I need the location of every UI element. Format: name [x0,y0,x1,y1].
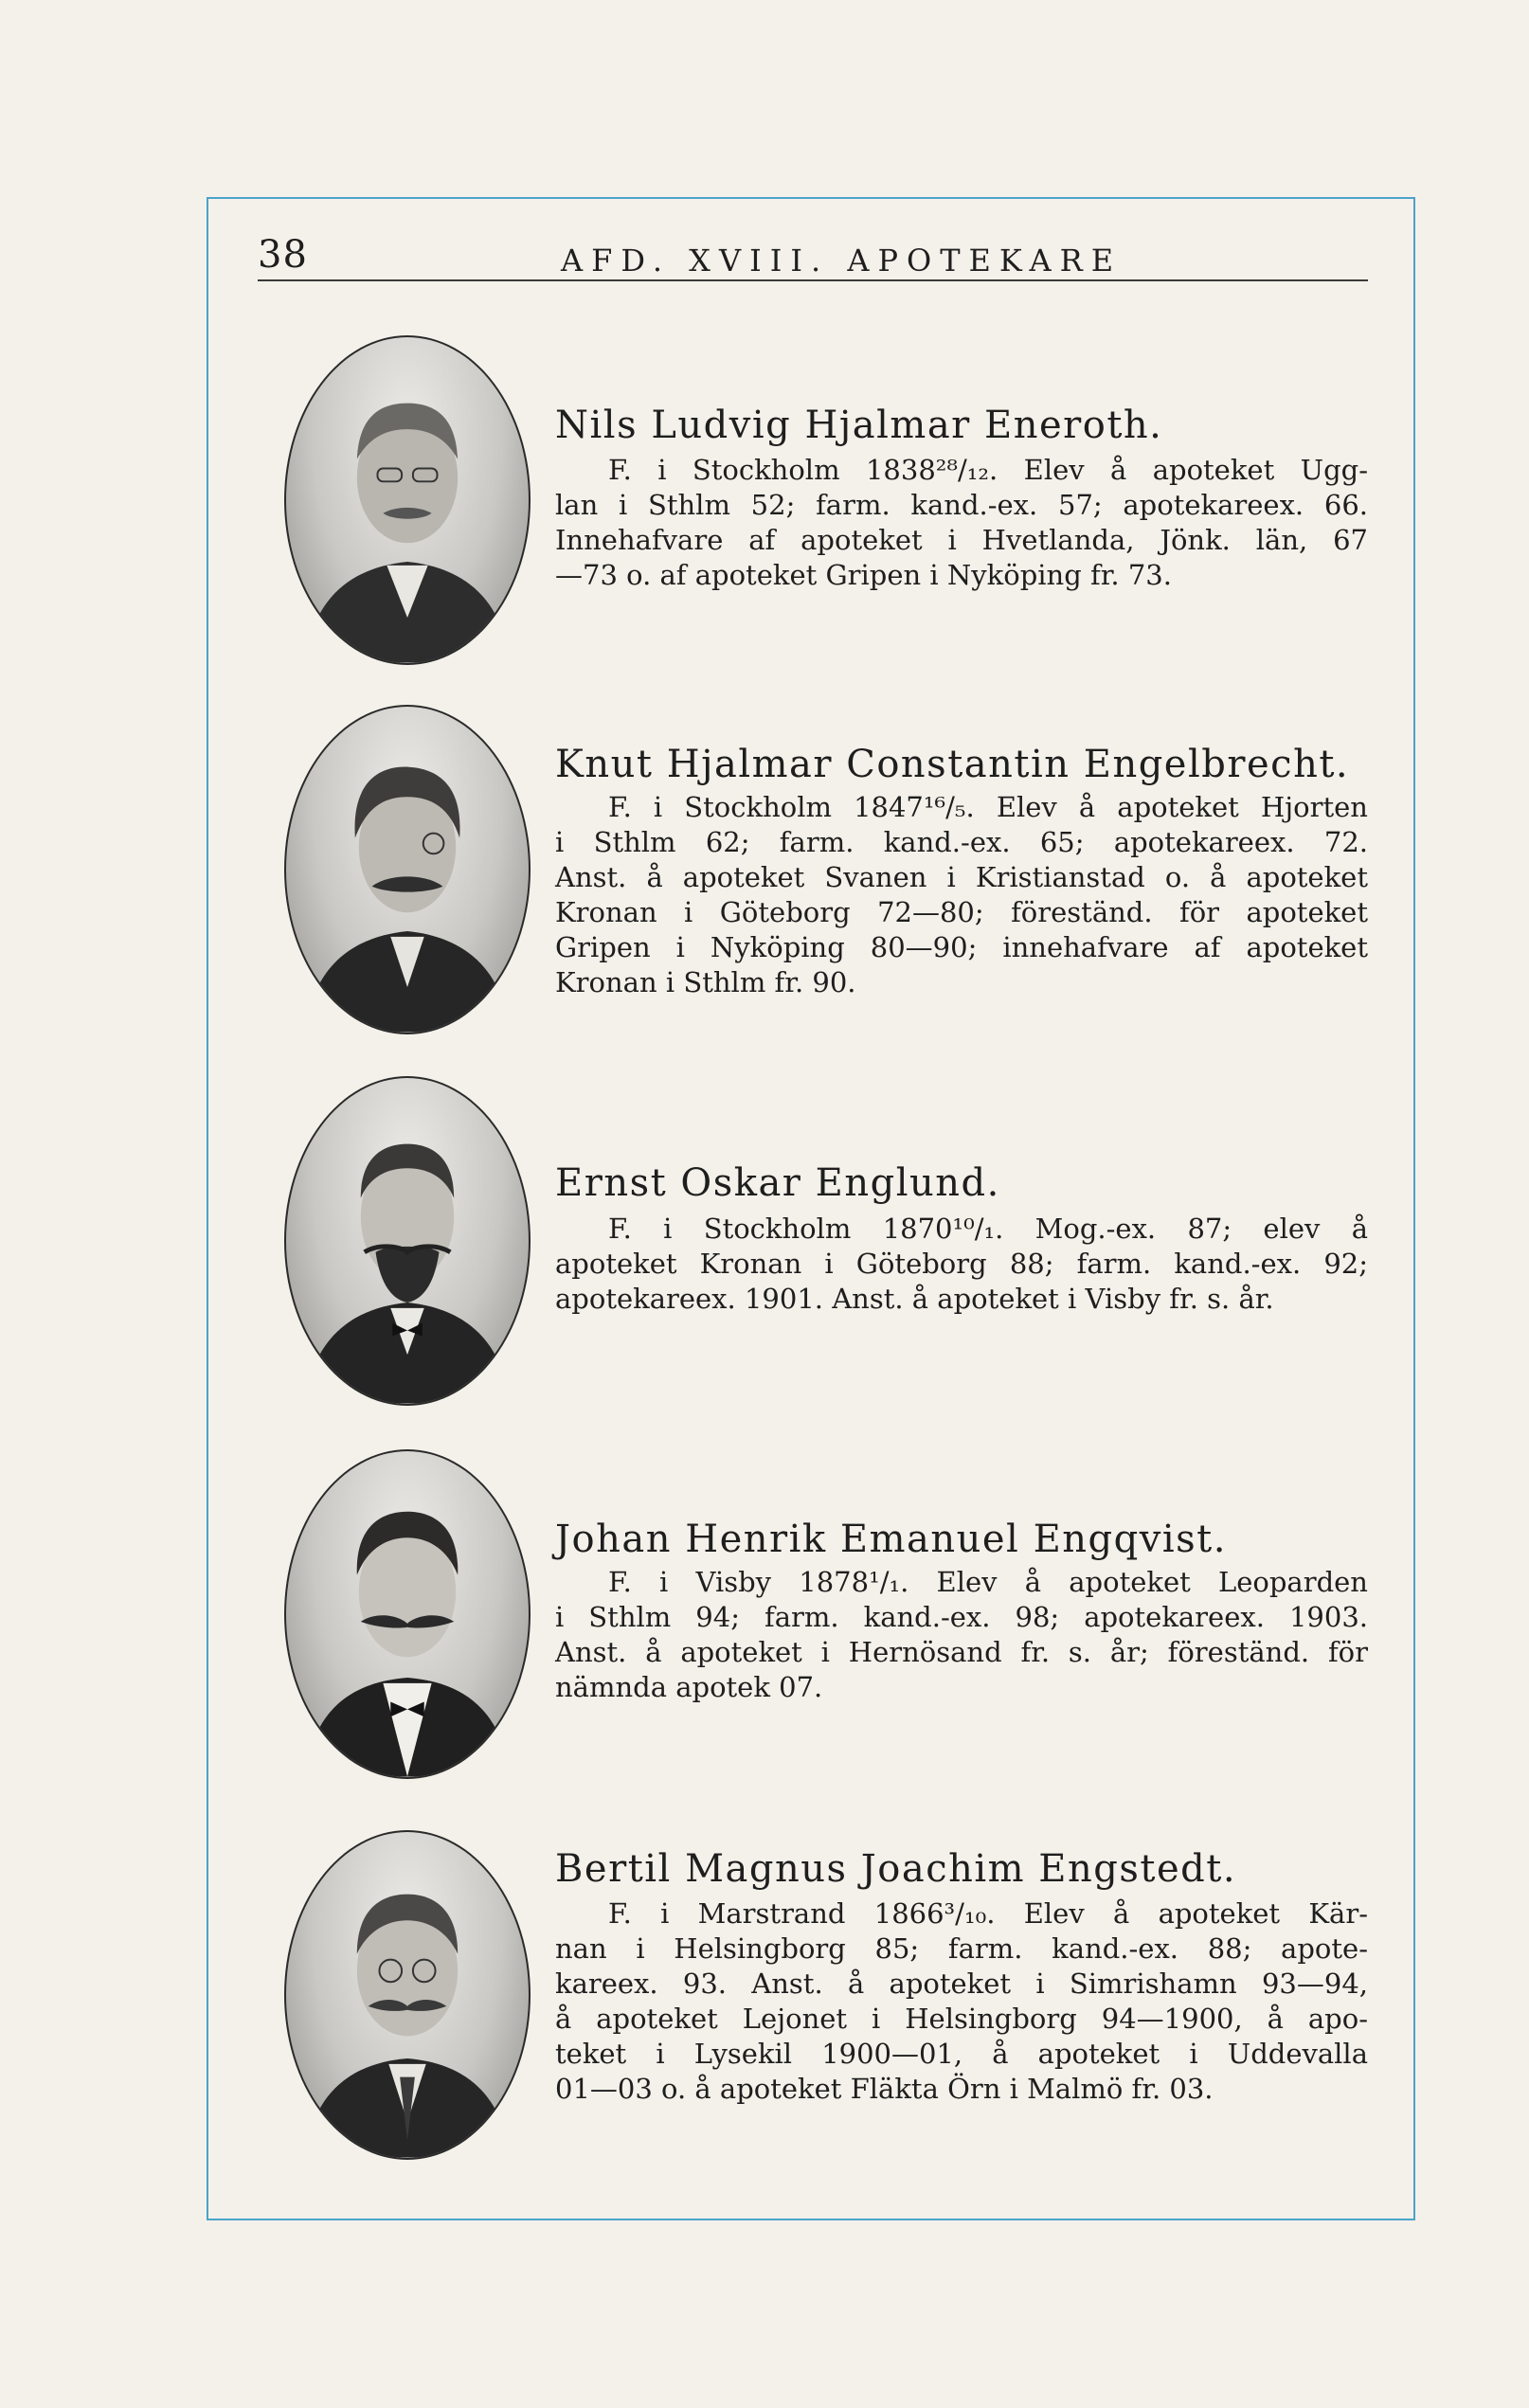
bio-line: apoteket Kronan i Göteborg 88; farm. kand.-ex. 92; [555,1248,1368,1280]
portrait-figure [286,1451,529,1777]
portrait-photo [284,1830,531,2160]
portrait-photo [284,335,531,665]
entry-biography [555,1565,1368,1705]
bio-line: Anst. å apoteket Svanen i Kristianstad o. å apoteket [555,861,1368,893]
portrait-figure [286,337,529,663]
bio-line: F. i Stockholm 1870¹⁰/₁. Mog.-ex. 87; elev å [608,1213,1368,1245]
entry-name: Johan Henrik Emanuel Engqvist. [555,1518,1227,1561]
portrait-figure [286,1832,529,2158]
bio-line: nan i Helsingborg 85; farm. kand.-ex. 88; apote- [555,1932,1368,1965]
bio-line: nämnda apotek 07. [555,1671,823,1703]
bio-line: apotekareex. 1901. Anst. å apoteket i Visby fr. s. år. [555,1283,1274,1315]
bio-line: F. i Marstrand 1866³/₁₀. Elev å apoteket Kär- [608,1897,1368,1930]
portrait-photo [284,1076,531,1406]
bio-line: Anst. å apoteket i Hernösand fr. s. år; föreständ. för [555,1636,1368,1668]
bio-line: Innehafvare af apoteket i Hvetlanda, Jönk. län, 67 [555,524,1368,556]
entry-biography [555,790,1368,1000]
page-number: 38 [258,233,308,277]
bio-line: F. i Stockholm 1847¹⁶/₅. Elev å apoteket Hjorten [608,791,1368,823]
entry-name: Knut Hjalmar Constantin Engelbrecht. [555,743,1350,786]
bio-line: teket i Lysekil 1900—01, å apoteket i Uddevalla [555,2038,1368,2070]
bio-line: å apoteket Lejonet i Helsingborg 94—1900, å apo- [555,2003,1368,2035]
bio-line: Kronan i Sthlm fr. 90. [555,966,856,998]
entry-biography [555,453,1368,593]
bio-line: 01—03 o. å apoteket Fläkta Örn i Malmö fr. 03. [555,2073,1214,2105]
running-head: AFD. XVIII. APOTEKARE [561,243,1123,279]
entry-name: Nils Ludvig Hjalmar Eneroth. [555,404,1163,447]
bio-line: lan i Sthlm 52; farm. kand.-ex. 57; apotekareex. 66. [555,489,1368,521]
portrait-figure [286,1078,529,1404]
header-rule [258,279,1368,281]
bio-line: Gripen i Nyköping 80—90; innehafvare af apoteket [555,931,1368,963]
entry-biography [555,1896,1368,2107]
bio-line: i Sthlm 94; farm. kand.-ex. 98; apotekareex. 1903. [555,1601,1368,1633]
entry-name: Bertil Magnus Joachim Engstedt. [555,1847,1237,1891]
bio-line: F. i Stockholm 1838²⁸/₁₂. Elev å apoteket Ugg- [608,454,1368,486]
bio-line: F. i Visby 1878¹/₁. Elev å apoteket Leoparden [608,1566,1368,1598]
bio-line: i Sthlm 62; farm. kand.-ex. 65; apotekareex. 72. [555,826,1368,858]
portrait-photo [284,1449,531,1779]
entry-name: Ernst Oskar Englund. [555,1161,1000,1205]
portrait-figure [286,707,529,1033]
portrait-photo [284,705,531,1034]
bio-line: Kronan i Göteborg 72—80; föreständ. för apoteket [555,896,1368,928]
bio-line: —73 o. af apoteket Gripen i Nyköping fr. 73. [555,559,1172,591]
bio-line: kareex. 93. Anst. å apoteket i Simrishamn 93—94, [555,1968,1368,2000]
entry-biography [555,1212,1368,1317]
